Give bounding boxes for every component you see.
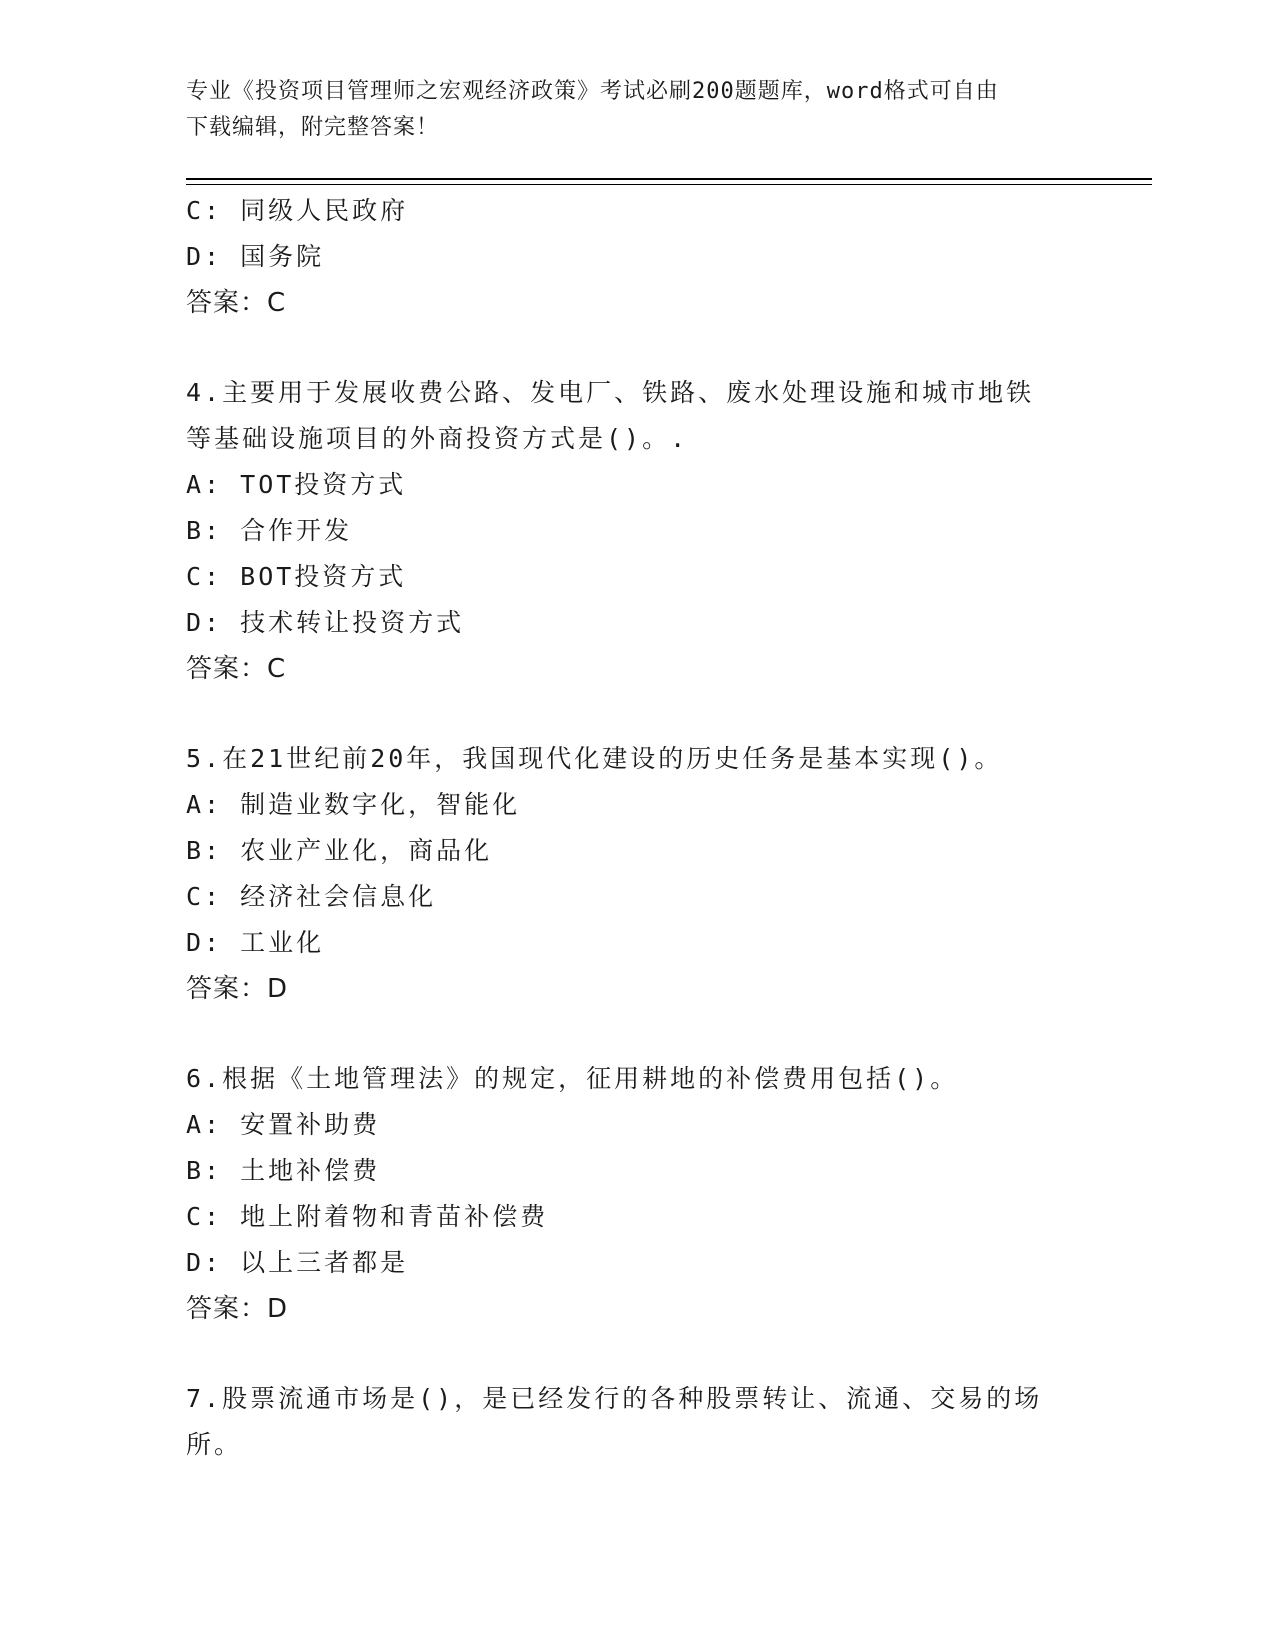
option-c: C: BOT投资方式 xyxy=(186,562,407,591)
option-b: B: 土地补偿费 xyxy=(186,1156,381,1185)
spacer xyxy=(186,692,1086,736)
spacer xyxy=(186,326,1086,370)
answer: 答案：C xyxy=(186,288,287,318)
option-a: A: 安置补助费 xyxy=(186,1110,381,1139)
question-text-line-1: 7.股票流通市场是()，是已经发行的各种股票转让、流通、交易的场 xyxy=(186,1384,1043,1413)
spacer xyxy=(186,1012,1086,1056)
question-text-line-1: 5.在21世纪前20年，我国现代化建设的历史任务是基本实现()。 xyxy=(186,744,1003,773)
option-a: A: 制造业数字化，智能化 xyxy=(186,790,521,819)
option-b: B: 农业产业化，商品化 xyxy=(186,836,493,865)
question-text-line-1: 6.根据《土地管理法》的规定，征用耕地的补偿费用包括()。 xyxy=(186,1064,959,1093)
question-6 xyxy=(186,1056,1086,1332)
question-4 xyxy=(186,370,1086,692)
header-divider-thin xyxy=(186,184,1152,185)
option-d: D: 技术转让投资方式 xyxy=(186,608,465,637)
option-d: D: 以上三者都是 xyxy=(186,1248,409,1277)
question-5 xyxy=(186,736,1086,1012)
document-header xyxy=(186,74,1066,146)
option-c: C: 地上附着物和青苗补偿费 xyxy=(186,1202,549,1231)
question-text-line-2: 等基础设施项目的外商投资方式是()。. xyxy=(186,424,689,453)
option-a: A: TOT投资方式 xyxy=(186,470,407,499)
header-line-1: 专业《投资项目管理师之宏观经济政策》考试必刷200题题库，word格式可自由 xyxy=(186,79,999,104)
header-line-2: 下载编辑，附完整答案！ xyxy=(186,115,440,140)
option-d: D: 国务院 xyxy=(186,242,325,271)
answer: 答案：D xyxy=(186,1294,289,1324)
header-divider-thick xyxy=(186,178,1152,180)
option-b: B: 合作开发 xyxy=(186,516,353,545)
answer: 答案：D xyxy=(186,974,289,1004)
question-7 xyxy=(186,1376,1086,1468)
answer: 答案：C xyxy=(186,654,287,684)
option-c: C: 经济社会信息化 xyxy=(186,882,437,911)
option-c: C: 同级人民政府 xyxy=(186,196,409,225)
option-d: D: 工业化 xyxy=(186,928,325,957)
question-list xyxy=(186,188,1086,1468)
question-3 xyxy=(186,188,1086,326)
spacer xyxy=(186,1332,1086,1376)
question-text-line-2: 所。 xyxy=(186,1430,243,1459)
question-text-line-1: 4.主要用于发展收费公路、发电厂、铁路、废水处理设施和城市地铁 xyxy=(186,378,1035,407)
